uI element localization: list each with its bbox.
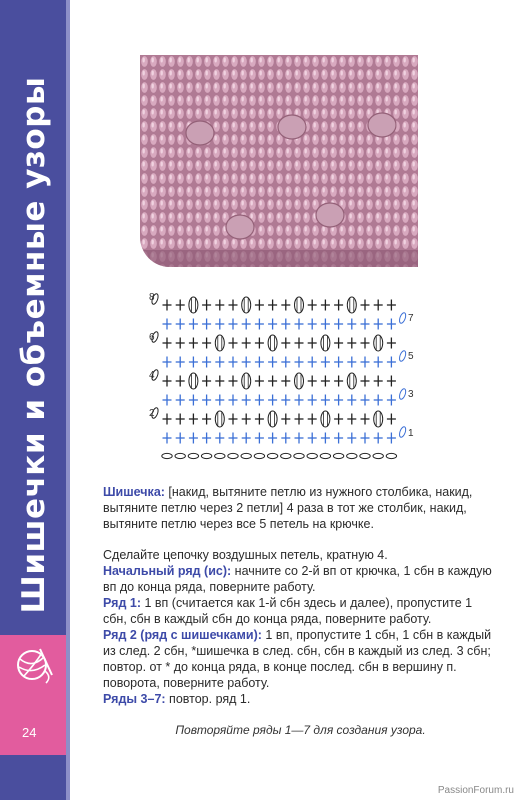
chain-stitch bbox=[228, 453, 238, 458]
sidebar bbox=[0, 0, 90, 800]
chain-stitch bbox=[307, 453, 317, 458]
row-label-right: 3 bbox=[408, 389, 414, 400]
sidebar-stripe bbox=[66, 0, 70, 800]
row1-label: Ряд 1: bbox=[103, 596, 141, 610]
bobble-stitch bbox=[215, 335, 224, 351]
bobble-definition bbox=[103, 484, 498, 532]
chain-stitch bbox=[215, 453, 225, 458]
chain-stitch bbox=[162, 453, 172, 458]
chain-stitch bbox=[333, 453, 343, 458]
chain-stitch bbox=[188, 453, 198, 458]
row-label-left: 4 bbox=[149, 370, 155, 381]
chain-stitch bbox=[373, 453, 383, 458]
row-label-right: 7 bbox=[408, 313, 414, 324]
chain-stitch bbox=[360, 453, 370, 458]
chain-stitch bbox=[254, 453, 264, 458]
chain-stitch bbox=[294, 453, 304, 458]
foundation-text: начните со 2-й вп от крючка, 1 сбн в каждую вп до конца ряда, поверните работу. bbox=[103, 564, 492, 594]
bobble-stitch bbox=[268, 335, 277, 351]
chain-stitch bbox=[386, 453, 396, 458]
row-label-right: 5 bbox=[408, 351, 414, 362]
swatch-photo bbox=[140, 55, 418, 267]
chain-stitch bbox=[241, 453, 251, 458]
bobble-stitch bbox=[347, 373, 356, 389]
watermark: PassionForum.ru bbox=[437, 785, 514, 796]
chapter-title bbox=[8, 60, 60, 630]
chain-stitch bbox=[320, 453, 330, 458]
bobble-stitch bbox=[215, 411, 224, 427]
yarn-ball-icon bbox=[12, 645, 56, 685]
rows37-label: Ряды 3–7: bbox=[103, 692, 166, 706]
bobble-stitch bbox=[347, 297, 356, 313]
intro-text: Сделайте цепочку воздушных петель, кратную 4. bbox=[103, 548, 388, 562]
chain-stitch bbox=[281, 453, 291, 458]
bobble-label: Шишечка: bbox=[103, 485, 165, 499]
bobble-stitch bbox=[242, 373, 251, 389]
chain-stitch bbox=[201, 453, 211, 458]
page-number: 24 bbox=[22, 725, 37, 740]
bobble-text: [накид, вытяните петлю из нужного столбика, накид, вытяните петлю через 2 петли] 4 раза в тот же столбик, накид, вытяните петлю через все 5 петель на крючке. bbox=[103, 485, 473, 531]
bobble-stitch bbox=[268, 411, 277, 427]
chain-stitch bbox=[267, 453, 277, 458]
stitch-diagram bbox=[145, 280, 420, 470]
pattern-instructions bbox=[103, 547, 498, 707]
chain-stitch bbox=[347, 453, 357, 458]
bobble-stitch bbox=[321, 335, 330, 351]
row-label-left: 2 bbox=[149, 408, 155, 419]
bobble-stitch bbox=[242, 297, 251, 313]
repeat-note: Повторяйте ряды 1—7 для создания узора. bbox=[175, 723, 426, 737]
bobble-stitch bbox=[295, 297, 304, 313]
chain-stitch bbox=[175, 453, 185, 458]
row-label-left: 6 bbox=[149, 332, 155, 343]
row2-label: Ряд 2 (ряд с шишечками): bbox=[103, 628, 262, 642]
row2-text: 1 вп, пропустите 1 сбн, 1 сбн в каждый из след. 2 сбн, *шишечка в след. сбн, сбн в каждый из след. 3 сбн; повтор. от * до конца ряда, в конце послед. сбн в вершину п. поворота, поверните работу. bbox=[103, 628, 492, 690]
row-label-left: 8 bbox=[149, 292, 155, 303]
bobble-stitch bbox=[189, 373, 198, 389]
bobble-stitch bbox=[189, 297, 198, 313]
bobble-stitch bbox=[321, 411, 330, 427]
foundation-label: Начальный ряд (ис): bbox=[103, 564, 232, 578]
row1-text: 1 вп (считается как 1-й сбн здесь и далее), пропустите 1 сбн, сбн в каждый сбн до конца ряда, поверните работу. bbox=[103, 596, 473, 626]
bobble-stitch bbox=[374, 411, 383, 427]
row-label-right: 1 bbox=[408, 428, 414, 439]
chapter-title-text: Шишечки и объемные узоры bbox=[16, 76, 52, 614]
rows37-text: повтор. ряд 1. bbox=[165, 692, 251, 706]
bobble-stitch bbox=[295, 373, 304, 389]
bobble-stitch bbox=[374, 335, 383, 351]
